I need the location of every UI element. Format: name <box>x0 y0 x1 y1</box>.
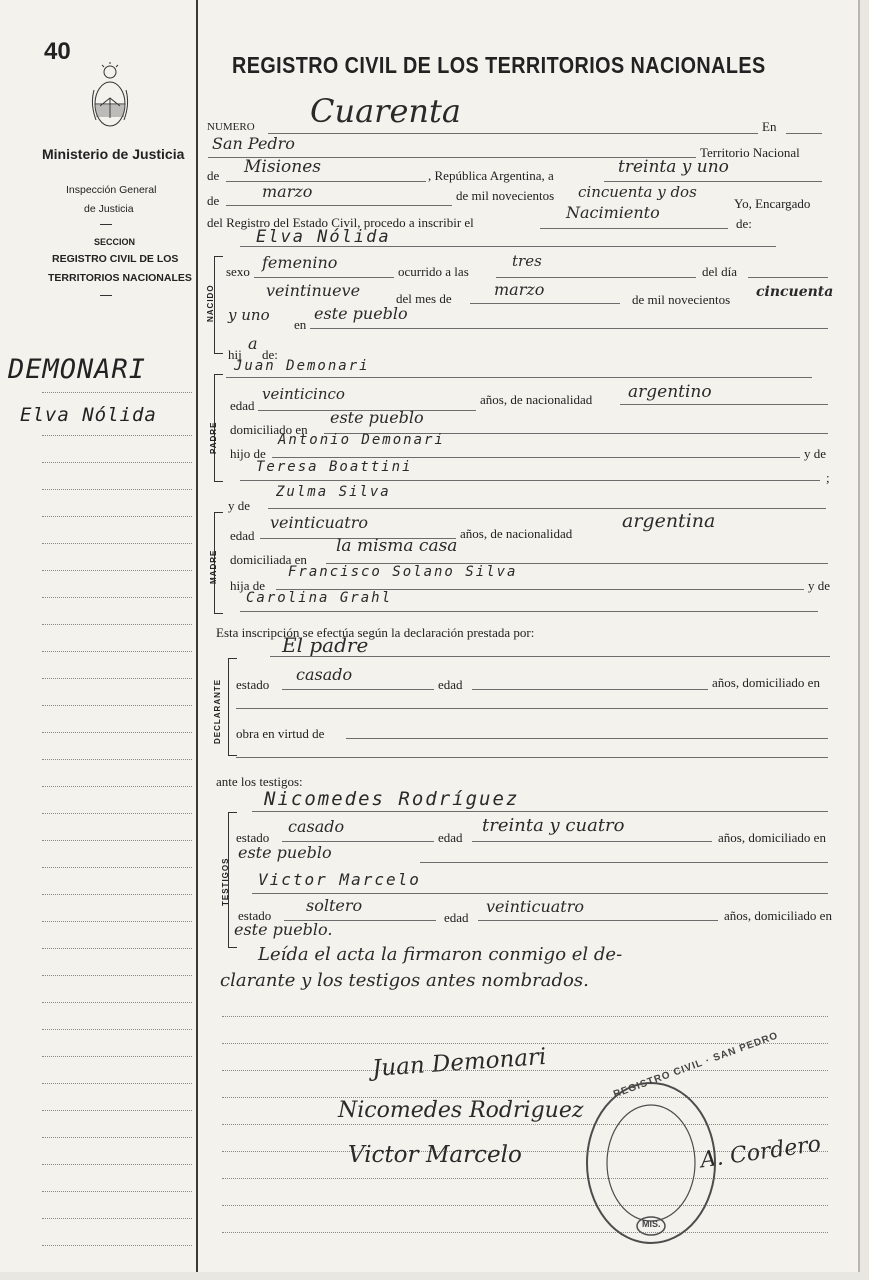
father-nationality-line <box>620 404 828 405</box>
margin-line <box>42 1002 192 1003</box>
yo-label: Yo, Encargado <box>734 196 811 211</box>
month-line <box>226 205 452 206</box>
padre-side-label: PADRE <box>209 421 218 454</box>
territory-value: Misiones <box>244 157 321 177</box>
estado-label-w1: estado <box>236 830 270 845</box>
day-line <box>604 181 822 182</box>
margin-surname: DEMONARI <box>8 354 147 385</box>
paternal-grandfather-value: Antonio Demonari <box>278 432 445 448</box>
domiciliada-label: domiciliada en <box>230 552 307 567</box>
de-label: de <box>207 168 220 183</box>
section-line1: REGISTRO CIVIL DE LOS <box>52 253 179 265</box>
margin-line <box>42 732 192 733</box>
declarant-status-value: casado <box>296 665 353 684</box>
mother-domicile-value: la misma casa <box>336 536 458 556</box>
anios-nac-label-mother: años, de nacionalidad <box>460 526 573 541</box>
numero-line <box>268 133 758 134</box>
birth-place-line <box>310 328 828 329</box>
edad-label: edad <box>230 398 255 413</box>
edad-label-mother: edad <box>230 528 255 543</box>
en-label-2: en <box>294 317 307 332</box>
signature-line <box>222 1016 828 1017</box>
nacido-bracket <box>214 256 223 354</box>
margin-line <box>42 840 192 841</box>
witness1-domicile-line <box>420 862 828 863</box>
testigos-side-label: TESTIGOS <box>221 857 230 906</box>
margin-line <box>42 1083 192 1084</box>
paternal-grandfather-line <box>272 457 800 458</box>
hijo-de-label: hijo de <box>230 446 266 461</box>
en-label: En <box>762 119 777 134</box>
declarant-line <box>270 656 830 657</box>
anios-nac-label: años, de nacionalidad <box>480 392 593 407</box>
place-value: San Pedro <box>212 134 295 153</box>
hour-line <box>496 277 696 278</box>
y-de-label-mother: y de <box>228 498 251 513</box>
witness1-status-line <box>282 841 434 842</box>
witness2-age-line <box>478 920 718 921</box>
witness1-domicile-value: este pueblo <box>238 843 332 862</box>
inspection-line2: de Justicia <box>84 203 134 215</box>
margin-line <box>42 1056 192 1057</box>
margin-line <box>42 1191 192 1192</box>
de-label: de <box>207 193 220 208</box>
witness1-age-value: treinta y cuatro <box>482 815 625 836</box>
dia-line <box>748 277 828 278</box>
signature-line <box>222 1232 828 1233</box>
birth-day-value: veintinueve <box>266 281 361 300</box>
birth-month-line <box>470 303 620 304</box>
margin-line <box>42 489 192 490</box>
declarant-domicile-line <box>236 708 828 709</box>
ocurrido-label: ocurrido a las <box>398 264 469 279</box>
father-nationality-value: argentino <box>628 382 712 402</box>
margin-line <box>42 651 192 652</box>
witness2-name-line <box>252 893 828 894</box>
del-mes-label: del mes de <box>396 291 452 306</box>
margin-line <box>42 624 192 625</box>
sexo-line <box>254 277 394 278</box>
declarante-side-label: DECLARANTE <box>213 678 222 744</box>
inscripcion-label: Esta inscripción se efectúa según la declaración prestada por: <box>216 625 535 640</box>
page-number: 40 <box>44 38 71 65</box>
margin-line <box>42 867 192 868</box>
page-title: REGISTRO CIVIL DE LOS TERRITORIOS NACIONALES <box>232 52 766 78</box>
obra-line-2 <box>236 757 828 758</box>
signature-witness2: Victor Marcelo <box>348 1142 522 1168</box>
madre-side-label: MADRE <box>209 549 218 584</box>
declarant-status-line <box>282 689 434 690</box>
obra-label: obra en virtud de <box>236 726 325 741</box>
hijo-suffix-value: a <box>248 334 258 353</box>
de-mil-label: de mil novecientos <box>632 292 731 307</box>
margin-line <box>42 597 192 598</box>
father-name-value: Juan Demonari <box>234 358 370 374</box>
margin-line <box>42 759 192 760</box>
sexo-label: sexo <box>226 264 250 279</box>
margin-line <box>42 543 192 544</box>
birth-month-value: marzo <box>494 280 545 299</box>
declarant-age-line <box>472 689 708 690</box>
margin-line <box>42 462 192 463</box>
mother-name-value: Zulma Silva <box>276 484 391 500</box>
sidebar-dash <box>100 224 112 225</box>
y-de-label-2: y de <box>808 578 831 593</box>
inspection-line1: Inspección General <box>66 184 157 196</box>
margin-line <box>42 813 192 814</box>
section-label: SECCION <box>94 237 136 247</box>
declarant-value: El padre <box>282 633 369 657</box>
nacido-side-label: NACIDO <box>206 284 215 322</box>
margin-given-name: Elva Nólida <box>20 404 157 426</box>
birth-year-cont-value: y uno <box>228 306 270 324</box>
de-mil-label: de mil novecientos <box>456 188 555 203</box>
margin-line <box>42 1245 192 1246</box>
signature-line <box>222 1205 828 1206</box>
signature-father: Juan Demonari <box>371 1043 548 1083</box>
mother-age-value: veinticuatro <box>270 513 368 532</box>
hija-de-label: hija de <box>230 578 266 593</box>
margin-line <box>42 921 192 922</box>
del-dia-label: del día <box>702 264 738 279</box>
hour-value: tres <box>512 252 542 270</box>
republica-label: , República Argentina, a <box>428 168 554 183</box>
numero-value: Cuarenta <box>310 92 461 130</box>
semicolon: ; <box>826 470 830 485</box>
margin-line <box>42 1110 192 1111</box>
paternal-grandmother-value: Teresa Boattini <box>256 459 413 475</box>
de-colon-label: de: <box>736 216 752 231</box>
estado-label-w2: estado <box>238 908 272 923</box>
edad-label-w1: edad <box>438 830 463 845</box>
signature-line <box>222 1178 828 1179</box>
witness1-status-value: casado <box>288 817 345 836</box>
margin-line <box>42 678 192 679</box>
name-line <box>240 246 776 247</box>
father-age-value: veinticinco <box>262 385 345 403</box>
month-value: marzo <box>262 182 313 201</box>
year-value: cincuenta y dos <box>578 183 697 201</box>
witness2-status-value: soltero <box>306 896 363 915</box>
witness2-domicile-value: este pueblo. <box>234 920 333 939</box>
father-name-line <box>226 377 812 378</box>
anios-dom-label-w2: años, domiciliado en <box>724 908 832 923</box>
maternal-grandmother-line <box>240 611 818 612</box>
margin-line <box>42 975 192 976</box>
edad-label-2: edad <box>438 677 463 692</box>
maternal-grandfather-value: Francisco Solano Silva <box>288 564 518 580</box>
margin-line <box>42 516 192 517</box>
margin-line <box>42 1137 192 1138</box>
margin-line <box>42 435 192 436</box>
y-de-label: y de <box>804 446 827 461</box>
margin-line <box>42 786 192 787</box>
act-type-value: Nacimiento <box>566 203 660 222</box>
margin-line <box>42 894 192 895</box>
day-value: treinta y uno <box>618 157 729 177</box>
stamp-inner-text: MIS. <box>642 1219 661 1229</box>
edad-label-w2: edad <box>444 910 469 925</box>
testigos-label: ante los testigos: <box>216 774 303 789</box>
witness1-name-line <box>252 811 828 812</box>
del-registro-label: del Registro del Estado Civil, procedo a inscribir el <box>207 215 474 230</box>
stamp-ring-text: REGISTRO CIVIL · SAN PEDRO <box>612 1030 780 1101</box>
birth-place-value: este pueblo <box>314 304 408 323</box>
ministry-name: Ministerio de Justicia <box>42 146 185 162</box>
father-domicile-value: este pueblo <box>330 408 424 427</box>
margin-line <box>42 1029 192 1030</box>
territory-line <box>226 181 426 182</box>
margin-line <box>42 392 192 393</box>
mother-name-line <box>268 508 826 509</box>
margin-line <box>42 705 192 706</box>
en-line <box>786 133 822 134</box>
margin-line <box>42 570 192 571</box>
witness2-name-value: Victor Marcelo <box>258 870 421 889</box>
anios-dom-label-w1: años, domiciliado en <box>718 830 826 845</box>
witness1-name-value: Nicomedes Rodríguez <box>264 788 520 810</box>
margin-divider <box>196 0 198 1272</box>
birth-year-value: cincuenta <box>756 284 834 300</box>
domiciliado-label: domiciliado en <box>230 422 308 437</box>
paternal-grandmother-line <box>240 480 820 481</box>
obra-line <box>346 738 828 739</box>
hijo-label: hij <box>228 347 242 362</box>
section-line2: TERRITORIOS NACIONALES <box>48 272 192 284</box>
territorio-label: Territorio Nacional <box>700 145 800 160</box>
numero-label: NUMERO <box>207 121 255 133</box>
anios-dom-label: años, domiciliado en <box>712 675 820 690</box>
witness2-age-value: veinticuatro <box>486 897 584 916</box>
signature-witness1: Nicomedes Rodriguez <box>338 1098 584 1123</box>
witness1-age-line <box>472 841 712 842</box>
margin-line <box>42 1218 192 1219</box>
mother-nationality-value: argentina <box>622 510 716 532</box>
de-colon-label-2: de: <box>262 347 278 362</box>
signature-line <box>222 1124 828 1125</box>
sexo-value: femenino <box>262 253 338 272</box>
closing-line-1: Leída el acta la firmaron conmigo el de- <box>258 944 623 965</box>
act-type-line <box>540 228 728 229</box>
coat-of-arms-icon <box>88 62 132 134</box>
margin-line <box>42 1164 192 1165</box>
name-value: Elva Nólida <box>256 227 391 247</box>
estado-label: estado <box>236 677 270 692</box>
signature-registrar: A. Cordero <box>698 1131 823 1174</box>
sidebar-dash-2 <box>100 295 112 296</box>
margin-line <box>42 948 192 949</box>
closing-line-2: clarante y los testigos antes nombrados. <box>220 970 589 991</box>
maternal-grandmother-value: Carolina Grahl <box>246 590 393 606</box>
